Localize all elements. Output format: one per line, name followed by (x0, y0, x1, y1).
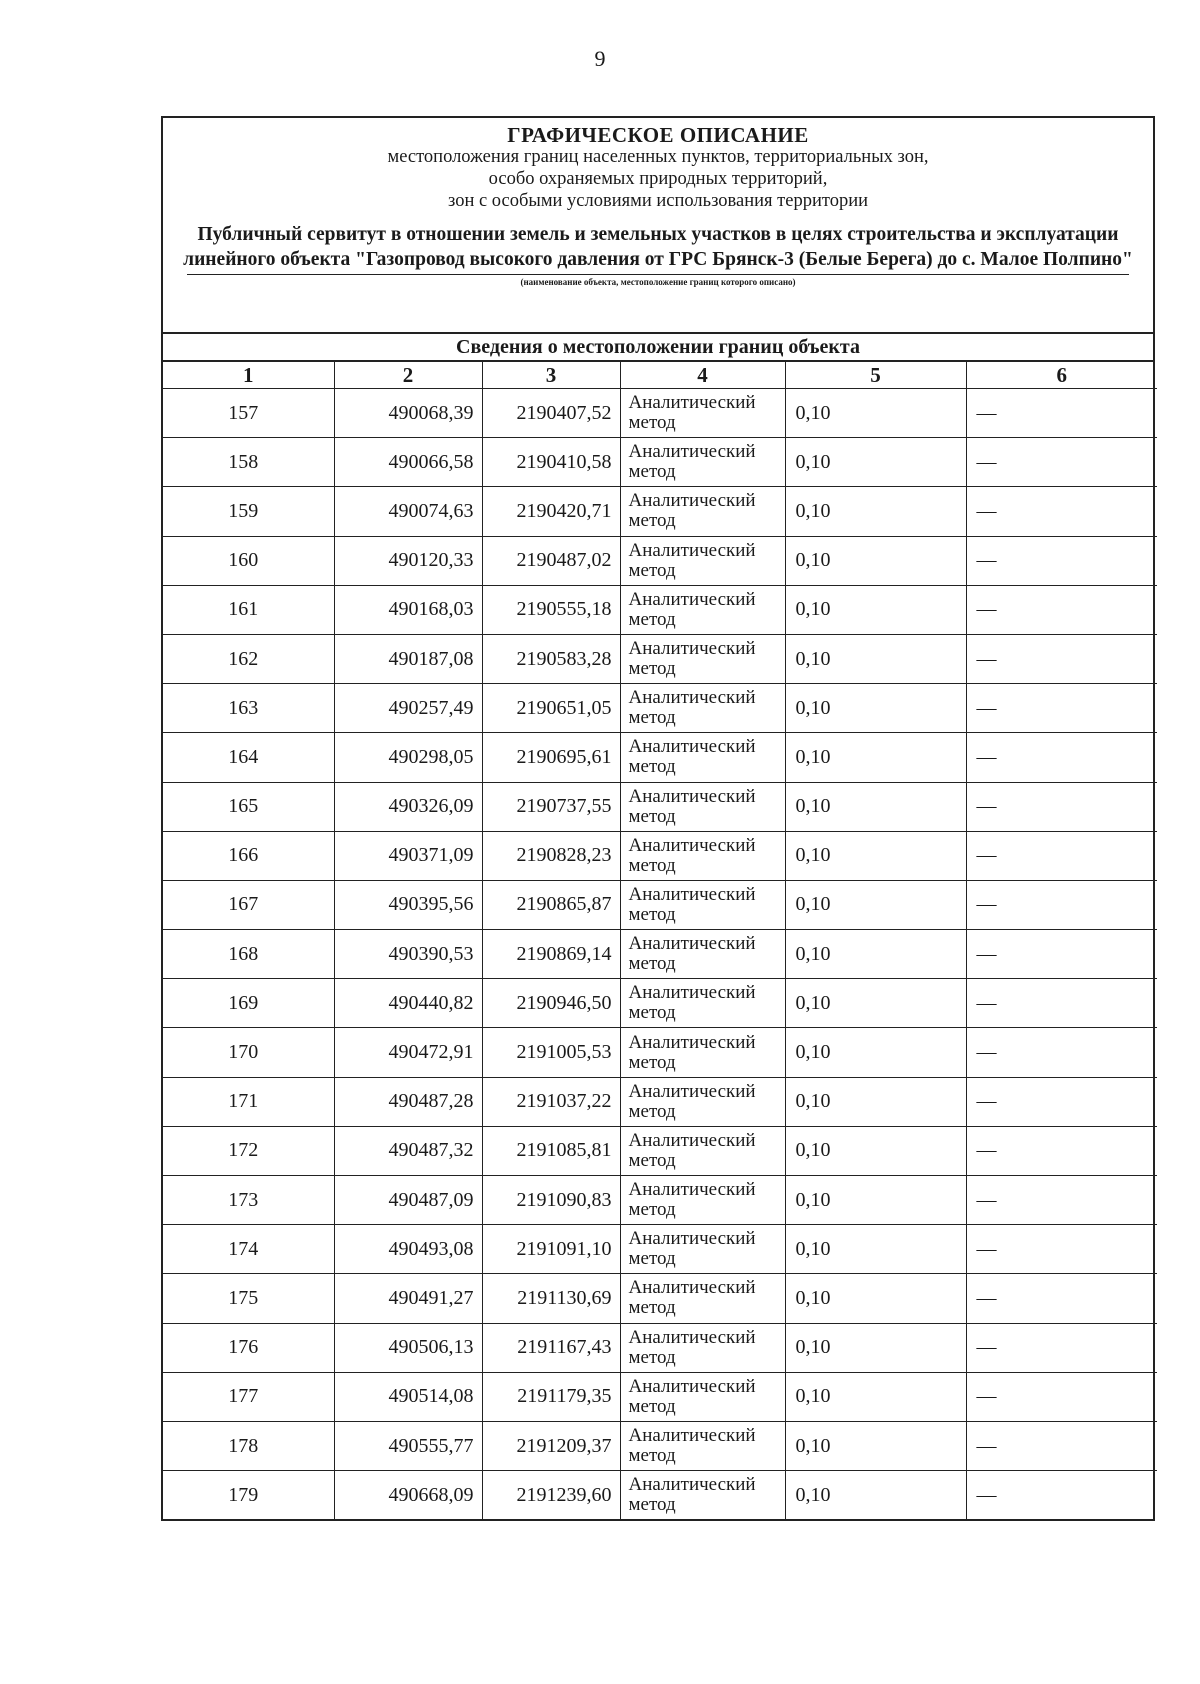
y-coordinate-cell: 2190410,58 (482, 438, 620, 487)
point-number-cell: 174 (163, 1225, 334, 1274)
x-coordinate-cell: 490120,33 (334, 536, 482, 585)
accuracy-cell: 0,10 (785, 585, 966, 634)
y-coordinate-cell: 2190583,28 (482, 634, 620, 683)
description-cell: — (966, 930, 1157, 979)
x-coordinate-cell: 490068,39 (334, 389, 482, 438)
method-cell: Аналитический метод (620, 1372, 785, 1421)
point-number-cell: 171 (163, 1077, 334, 1126)
table-row (163, 782, 1157, 831)
y-coordinate-cell: 2190695,61 (482, 733, 620, 782)
x-coordinate-cell: 490491,27 (334, 1274, 482, 1323)
accuracy-cell: 0,10 (785, 684, 966, 733)
x-coordinate-cell: 490390,53 (334, 930, 482, 979)
method-cell: Аналитический метод (620, 979, 785, 1028)
column-header-2: 2 (334, 362, 482, 389)
table-row (163, 1077, 1157, 1126)
method-cell: Аналитический метод (620, 1274, 785, 1323)
table-row (163, 979, 1157, 1028)
x-coordinate-cell: 490257,49 (334, 684, 482, 733)
x-coordinate-cell: 490326,09 (334, 782, 482, 831)
table-row (163, 389, 1157, 438)
description-cell: — (966, 782, 1157, 831)
table-row (163, 1274, 1157, 1323)
y-coordinate-cell: 2191130,69 (482, 1274, 620, 1323)
y-coordinate-cell: 2191090,83 (482, 1176, 620, 1225)
x-coordinate-cell: 490298,05 (334, 733, 482, 782)
description-cell: — (966, 733, 1157, 782)
description-cell: — (966, 634, 1157, 683)
accuracy-cell: 0,10 (785, 733, 966, 782)
method-cell: Аналитический метод (620, 585, 785, 634)
table-row (163, 1323, 1157, 1372)
accuracy-cell: 0,10 (785, 1421, 966, 1470)
table-row (163, 880, 1157, 929)
table-row (163, 1471, 1157, 1520)
point-number-cell: 157 (163, 389, 334, 438)
y-coordinate-cell: 2190487,02 (482, 536, 620, 585)
x-coordinate-cell: 490555,77 (334, 1421, 482, 1470)
point-number-cell: 177 (163, 1372, 334, 1421)
description-cell: — (966, 1471, 1157, 1520)
object-name: Публичный сервитут в отношении земель и земельных участков в целях строительства и эксплуатации линейного объекта "Газопровод высокого давления от ГРС Брянск-3 (Белые Берега) до с. Малое Полпино" (183, 224, 1133, 270)
description-cell: — (966, 880, 1157, 929)
document-title: ГРАФИЧЕСКОЕ ОПИСАНИЕ (507, 123, 809, 147)
table-row (163, 831, 1157, 880)
x-coordinate-cell: 490506,13 (334, 1323, 482, 1372)
point-number-cell: 160 (163, 536, 334, 585)
accuracy-cell: 0,10 (785, 1274, 966, 1323)
y-coordinate-cell: 2190651,05 (482, 684, 620, 733)
y-coordinate-cell: 2191239,60 (482, 1471, 620, 1520)
y-coordinate-cell: 2190420,71 (482, 487, 620, 536)
point-number-cell: 159 (163, 487, 334, 536)
method-cell: Аналитический метод (620, 1126, 785, 1175)
accuracy-cell: 0,10 (785, 831, 966, 880)
point-number-cell: 175 (163, 1274, 334, 1323)
object-name-underline (187, 274, 1129, 275)
point-number-cell: 168 (163, 930, 334, 979)
object-caption: (наименование объекта, местоположение границ которого описано) (520, 277, 796, 287)
description-cell: — (966, 1077, 1157, 1126)
accuracy-cell: 0,10 (785, 1176, 966, 1225)
point-number-cell: 164 (163, 733, 334, 782)
accuracy-cell: 0,10 (785, 930, 966, 979)
x-coordinate-cell: 490168,03 (334, 585, 482, 634)
table-row (163, 585, 1157, 634)
accuracy-cell: 0,10 (785, 1077, 966, 1126)
table-row (163, 634, 1157, 683)
x-coordinate-cell: 490668,09 (334, 1471, 482, 1520)
description-cell: — (966, 438, 1157, 487)
accuracy-cell: 0,10 (785, 634, 966, 683)
table-row (163, 1028, 1157, 1077)
y-coordinate-cell: 2190828,23 (482, 831, 620, 880)
table-row (163, 1176, 1157, 1225)
point-number-cell: 172 (163, 1126, 334, 1175)
y-coordinate-cell: 2191167,43 (482, 1323, 620, 1372)
x-coordinate-cell: 490514,08 (334, 1372, 482, 1421)
point-number-cell: 179 (163, 1471, 334, 1520)
method-cell: Аналитический метод (620, 487, 785, 536)
accuracy-cell: 0,10 (785, 389, 966, 438)
y-coordinate-cell: 2191085,81 (482, 1126, 620, 1175)
y-coordinate-cell: 2190737,55 (482, 782, 620, 831)
x-coordinate-cell: 490440,82 (334, 979, 482, 1028)
method-cell: Аналитический метод (620, 684, 785, 733)
table-row (163, 930, 1157, 979)
column-header-6: 6 (966, 362, 1157, 389)
accuracy-cell: 0,10 (785, 1471, 966, 1520)
y-coordinate-cell: 2190407,52 (482, 389, 620, 438)
document-subtitle-line-3: зон с особыми условиями использования территории (448, 191, 868, 211)
accuracy-cell: 0,10 (785, 979, 966, 1028)
y-coordinate-cell: 2190555,18 (482, 585, 620, 634)
x-coordinate-cell: 490487,32 (334, 1126, 482, 1175)
description-cell: — (966, 1372, 1157, 1421)
section-title: Сведения о местоположении границ объекта (163, 334, 1153, 362)
accuracy-cell: 0,10 (785, 536, 966, 585)
table-header-row (163, 362, 1157, 389)
point-number-cell: 176 (163, 1323, 334, 1372)
description-cell: — (966, 1225, 1157, 1274)
point-number-cell: 166 (163, 831, 334, 880)
x-coordinate-cell: 490395,56 (334, 880, 482, 929)
accuracy-cell: 0,10 (785, 1372, 966, 1421)
method-cell: Аналитический метод (620, 438, 785, 487)
description-cell: — (966, 979, 1157, 1028)
table-row (163, 684, 1157, 733)
method-cell: Аналитический метод (620, 1421, 785, 1470)
method-cell: Аналитический метод (620, 1077, 785, 1126)
table-row (163, 1126, 1157, 1175)
description-cell: — (966, 389, 1157, 438)
page-number: 9 (594, 46, 606, 71)
description-cell: — (966, 1028, 1157, 1077)
accuracy-cell: 0,10 (785, 1225, 966, 1274)
accuracy-cell: 0,10 (785, 1323, 966, 1372)
method-cell: Аналитический метод (620, 831, 785, 880)
method-cell: Аналитический метод (620, 1225, 785, 1274)
description-cell: — (966, 487, 1157, 536)
point-number-cell: 163 (163, 684, 334, 733)
x-coordinate-cell: 490472,91 (334, 1028, 482, 1077)
description-cell: — (966, 1176, 1157, 1225)
y-coordinate-cell: 2191037,22 (482, 1077, 620, 1126)
x-coordinate-cell: 490487,28 (334, 1077, 482, 1126)
x-coordinate-cell: 490187,08 (334, 634, 482, 683)
column-header-4: 4 (620, 362, 785, 389)
method-cell: Аналитический метод (620, 782, 785, 831)
y-coordinate-cell: 2191209,37 (482, 1421, 620, 1470)
description-cell: — (966, 585, 1157, 634)
point-number-cell: 162 (163, 634, 334, 683)
document-subtitle-line-1: местоположения границ населенных пунктов, территориальных зон, (387, 147, 929, 167)
method-cell: Аналитический метод (620, 1028, 785, 1077)
point-number-cell: 158 (163, 438, 334, 487)
method-cell: Аналитический метод (620, 880, 785, 929)
accuracy-cell: 0,10 (785, 782, 966, 831)
y-coordinate-cell: 2190865,87 (482, 880, 620, 929)
y-coordinate-cell: 2190946,50 (482, 979, 620, 1028)
x-coordinate-cell: 490074,63 (334, 487, 482, 536)
method-cell: Аналитический метод (620, 634, 785, 683)
y-coordinate-cell: 2191091,10 (482, 1225, 620, 1274)
accuracy-cell: 0,10 (785, 1126, 966, 1175)
method-cell: Аналитический метод (620, 930, 785, 979)
description-cell: — (966, 1274, 1157, 1323)
method-cell: Аналитический метод (620, 1323, 785, 1372)
point-number-cell: 173 (163, 1176, 334, 1225)
y-coordinate-cell: 2191005,53 (482, 1028, 620, 1077)
method-cell: Аналитический метод (620, 389, 785, 438)
method-cell: Аналитический метод (620, 733, 785, 782)
method-cell: Аналитический метод (620, 1176, 785, 1225)
table-row (163, 733, 1157, 782)
table-body (163, 389, 1157, 1520)
x-coordinate-cell: 490371,09 (334, 831, 482, 880)
document-subtitle-line-2: особо охраняемых природных территорий, (488, 169, 828, 189)
point-number-cell: 167 (163, 880, 334, 929)
description-cell: — (966, 1323, 1157, 1372)
method-cell: Аналитический метод (620, 536, 785, 585)
table-row (163, 536, 1157, 585)
accuracy-cell: 0,10 (785, 880, 966, 929)
description-cell: — (966, 1421, 1157, 1470)
method-cell: Аналитический метод (620, 1471, 785, 1520)
column-header-3: 3 (482, 362, 620, 389)
x-coordinate-cell: 490487,09 (334, 1176, 482, 1225)
x-coordinate-cell: 490493,08 (334, 1225, 482, 1274)
table-row (163, 487, 1157, 536)
document-frame (161, 116, 1155, 1521)
table-row (163, 438, 1157, 487)
point-number-cell: 161 (163, 585, 334, 634)
description-cell: — (966, 1126, 1157, 1175)
point-number-cell: 165 (163, 782, 334, 831)
description-cell: — (966, 536, 1157, 585)
x-coordinate-cell: 490066,58 (334, 438, 482, 487)
point-number-cell: 178 (163, 1421, 334, 1470)
y-coordinate-cell: 2191179,35 (482, 1372, 620, 1421)
column-header-1: 1 (163, 362, 334, 389)
accuracy-cell: 0,10 (785, 487, 966, 536)
column-header-5: 5 (785, 362, 966, 389)
table-row (163, 1225, 1157, 1274)
y-coordinate-cell: 2190869,14 (482, 930, 620, 979)
point-number-cell: 170 (163, 1028, 334, 1077)
description-cell: — (966, 684, 1157, 733)
description-cell: — (966, 831, 1157, 880)
table-row (163, 1421, 1157, 1470)
accuracy-cell: 0,10 (785, 438, 966, 487)
point-number-cell: 169 (163, 979, 334, 1028)
coordinates-table (163, 362, 1157, 1519)
table-row (163, 1372, 1157, 1421)
accuracy-cell: 0,10 (785, 1028, 966, 1077)
header-box (163, 118, 1153, 334)
